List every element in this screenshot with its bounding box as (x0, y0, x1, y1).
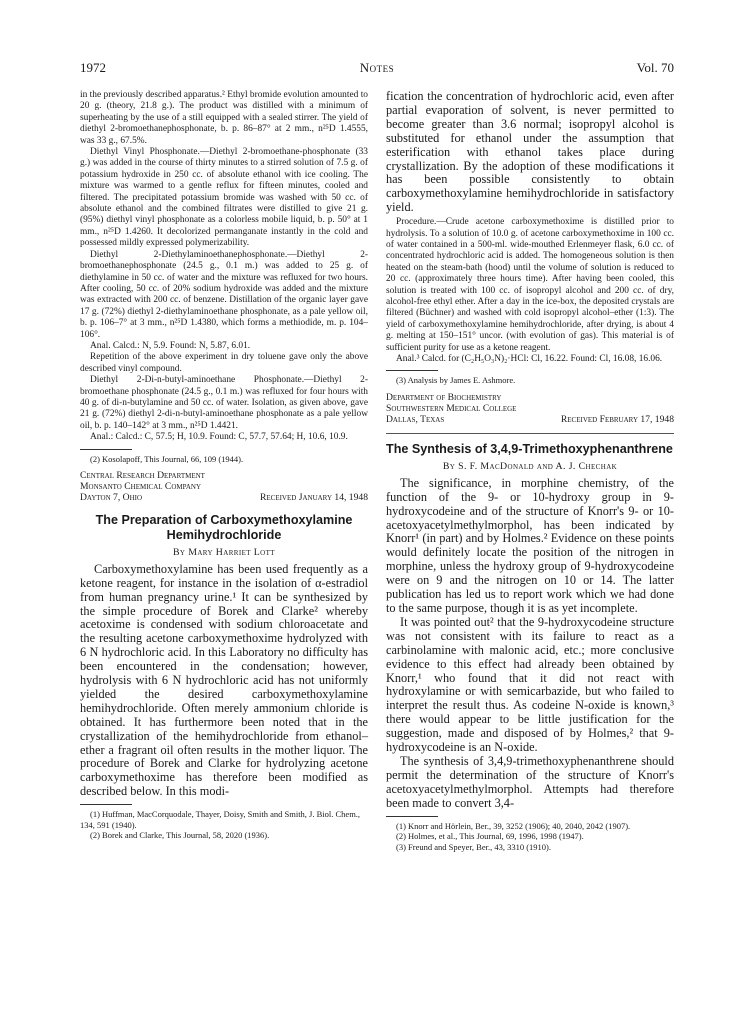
article-title: The Preparation of Carboxymethoxylamine Hemihydrochloride (95, 513, 353, 542)
article-body (80, 563, 368, 799)
footnote-rule (80, 804, 132, 805)
article-author: By Mary Harriet Lott (173, 546, 275, 558)
article-footnotes (80, 809, 368, 841)
footnote: (2) Borek and Clarke, This Journal, 58, 2020 (1936). (90, 830, 270, 841)
left-column (80, 90, 368, 841)
paragraph: Repetition of the above experiment in dry toluene gave only the above described vinyl compound. (80, 352, 368, 374)
address-line: Dayton 7, Ohio (80, 492, 143, 504)
right-column (386, 90, 674, 852)
paragraph: Anal. Calcd.: N, 5.9. Found: N, 5.87, 6.01. (90, 340, 251, 351)
address-line: Monsanto Chemical Company (80, 481, 202, 493)
paragraph: The significance, in morphine chemistry, of the function of the 9- or 10-hydroxy group in 9-hydroxycodeine and of the structure of Knorr's 9- or 10-acetoxyacetylmethylmorphol, has been indicated by Knorr¹ (in part) and by Holmes.² Evidence on these points would definitely locate the position of the nitrogen in morphine, unless the hydroxy group of 9-hydroxycodeine were on 9 and the nitrogen on 10 or 14. The latter publication has led us to report work which we had done to the same purpose, though it is as yet incomplete. (386, 475, 674, 615)
article-body (386, 477, 674, 811)
footnote: (1) Huffman, MacCorquodale, Thayer, Doisy, Smith and Smith, J. Biol. Chem., 134, 591 (1940). (80, 809, 361, 830)
article-footnotes (386, 375, 674, 386)
paragraph: Anal.: Calcd.: C, 57.5; H, 10.9. Found: C, 57.7, 57.64; H, 10.6, 10.9. (90, 432, 348, 443)
volume-label: Vol. 70 (636, 60, 674, 75)
paragraph: in the previously described apparatus.² Ethyl bromide evolution amounted to 20 g. (theory, 21.8 g.). The product was distilled with a minimum of superheating by the use of a still equipped with a sealed stirrer. The yield of diethyl 2-bromoethanephosphonate, b. p. 86–87° at 2 mm., n²⁵D 1.4555, was 33 g., 67.5%. (80, 90, 368, 146)
received-date: Received February 17, 1948 (560, 414, 674, 426)
paragraph: Anal.³ Calcd. for (C₂H₅O₃N)₂·HCl: Cl, 16.22. Found: Cl, 16.08, 16.06. (396, 354, 663, 365)
footnote: (1) Knorr and Hörlein, Ber., 39, 3252 (1906); 40, 2040, 2042 (1907). (396, 820, 631, 831)
article-address (386, 392, 674, 425)
footnote: (3) Analysis by James E. Ashmore. (396, 375, 516, 386)
paragraph: Diethyl Vinyl Phosphonate.—Diethyl 2-bromoethane-phosphonate (33 g.) was added in the course of thirty minutes to a stirred solution of 7.5 g. of potassium hydroxide in 250 cc. of absolute ethanol with ice cooling. The mixture was warmed to a gentle reflux for fifteen minutes, cooled and filtered. The precipitated potassium bromide was washed with 50 cc. of absolute ethanol and the combined filtrates were distilled to give 21 g. (95%) diethyl vinyl phosphonate as a colorless mobile liquid, b. p. 50° at 1 mm., n²⁵D 1.4260. It decolorized permanganate instantly in the cold and possessed mildly expressed polymerizability. (80, 147, 368, 249)
article-body-continued (386, 90, 674, 215)
previous-article-footnotes (80, 454, 368, 465)
address-line: Central Research Department (80, 470, 205, 482)
section-title: Notes (359, 60, 395, 75)
article-footnotes (386, 821, 674, 853)
page-number: 1972 (80, 60, 106, 75)
received-date: Received January 14, 1948 (259, 492, 368, 504)
footnote: (2) Holmes, et al., This Journal, 69, 1996, 1998 (1947). (396, 831, 584, 842)
procedure-section (386, 217, 674, 365)
article-separator (386, 433, 674, 434)
footnote: (3) Freund and Speyer, Ber., 43, 3310 (1910). (396, 841, 551, 852)
previous-article-experimental (80, 90, 368, 444)
footnote: (2) Kosolapoff, This Journal, 66, 109 (1944). (90, 453, 244, 464)
footnote-rule (386, 816, 438, 817)
article-title: The Synthesis of 3,4,9-Trimethoxyphenanthrene (386, 442, 673, 457)
article-author: By S. F. MacDonald and A. J. Chechak (442, 460, 618, 472)
footnote-rule (80, 449, 132, 450)
paragraph: It was pointed out² that the 9-hydroxycodeine structure was not consistent with its failure to react as a carbinolamine with malonic acid, etc.; more conclusive evidence to this effect had already been obtained by Knorr,¹ who found that it did not react with hydroxylamine or with semicarbazide, but who failed to interpret the result thus. As codeine N-oxide is known,³ there would appear to be little justification for the suggestion, made and disposed of by Holmes,² that 9-hydroxycodeine is an N-oxide. (386, 614, 674, 755)
address-line: Department of Biochemistry (386, 392, 502, 404)
footnote-rule (386, 370, 438, 371)
paragraph: Diethyl 2-Di-n-butyl-aminoethane Phosphonate.—Diethyl 2-bromoethane phosphonate (24.5 g., 0.1 m.) was refluxed for four hours with 40 g. of di-n-butylamine and 50 cc. of water. Isolation, as given above, gave 21 g. (72%) diethyl 2-di-n-butyl-aminoethane phosphonate as a pale yellow oil, b. p. 140–142° at 3 mm., n²⁵D 1.4421. (80, 375, 368, 431)
paragraph: Carboxymethoxylamine has been used frequently as a ketone reagent, for instance in the isolation of α-estradiol from human pregnancy urine.¹ It can be synthesized by the simple procedure of Borek and Clarke² whereby acetoxime is condensed with sodium chloroacetate and the resulting acetone carboxymethoxime hydrolyzed with 6 N hydrochloric acid. In this Laboratory no difficulty has been encountered in the condensation; however, hydrolysis with 6 N hydrochloric acid has not uniformly yielded the desired carboxymethoxylamine hemihydrochloride. Often merely ammonium chloride is obtained. It has furthermore been noted that in the crystallization of the hemihydrochloride from ethanol–ether a fragrant oil often results in the mother liquor. The procedure of Borek and Clarke for hydrolyzing acetone carboxymethoxime has therefore been modified as described below. In this modi- (80, 561, 368, 799)
paragraph: The synthesis of 3,4,9-trimethoxyphenanthrene should permit the determination of the structure of Knorr's acetoxyacetylmethylmorphol. Attempts had therefore been made to convert 3,4- (386, 753, 674, 810)
address-line: Southwestern Medical College (386, 403, 517, 415)
previous-article-address (80, 470, 368, 503)
paragraph: Procedure.—Crude acetone carboxymethoxime is distilled prior to hydrolysis. To a solution of 10.0 g. of acetone carboxymethoxime in 100 cc. of water contained in a 500-ml. wide-mouthed Erlenmeyer flask, 6.0 cc. of concentrated hydrochloric acid is added. The homogeneous solution is then heated on the steam-bath (hood) until the volume of solution is reduced to 20 cc. (approximately three hours time). After having been cooled, this solution is treated with 100 cc. of isopropyl alcohol and 200 cc. of dry, alcohol-free ethyl ether. After a day in the ice-box, the deposited crystals are filtered (Büchner) and washed with cold isopropyl alcohol–ether (1:3). The yield of carboxymethoxylamine hemihydrochloride, after drying, is about 4 g. melting at 150–151° uncor. (with evolution of gas). This material is of sufficient purity for use as a ketone reagent. (386, 217, 674, 353)
address-line: Dallas, Texas (386, 414, 445, 426)
page-header (80, 60, 674, 78)
paragraph: Diethyl 2-Diethylaminoethanephosphonate.—Diethyl 2-bromoethanephosphonate (24.5 g., 0.1 m.) was added to 25 g. of diethylamine in 50 cc. of water and the mixture was refluxed for two hours. After cooling, 50 cc. of 20% sodium hydroxide was added and the mixture was extracted with 200 cc. of benzene. Distillation of the organic layer gave 17 g. (72%) diethyl 2-diethylaminoethane phosphonate, as a pale yellow oil, b. p. 106–7° at 3 mm., n²⁵D 1.4380, which forms a methiodide, m. p. 104–106°. (80, 249, 368, 340)
paragraph: fication the concentration of hydrochloric acid, even after partial evaporation of solvent, is never permitted to become greater than 3.6 normal; isopropyl alcohol is substituted for ethanol under the assumption that esterification with ethanol takes place during crystallization. By the adoption of these modifications it has been possible consistently to obtain carboxymethoxylamine hemihydrochloride in satisfactory yield. (386, 89, 674, 215)
